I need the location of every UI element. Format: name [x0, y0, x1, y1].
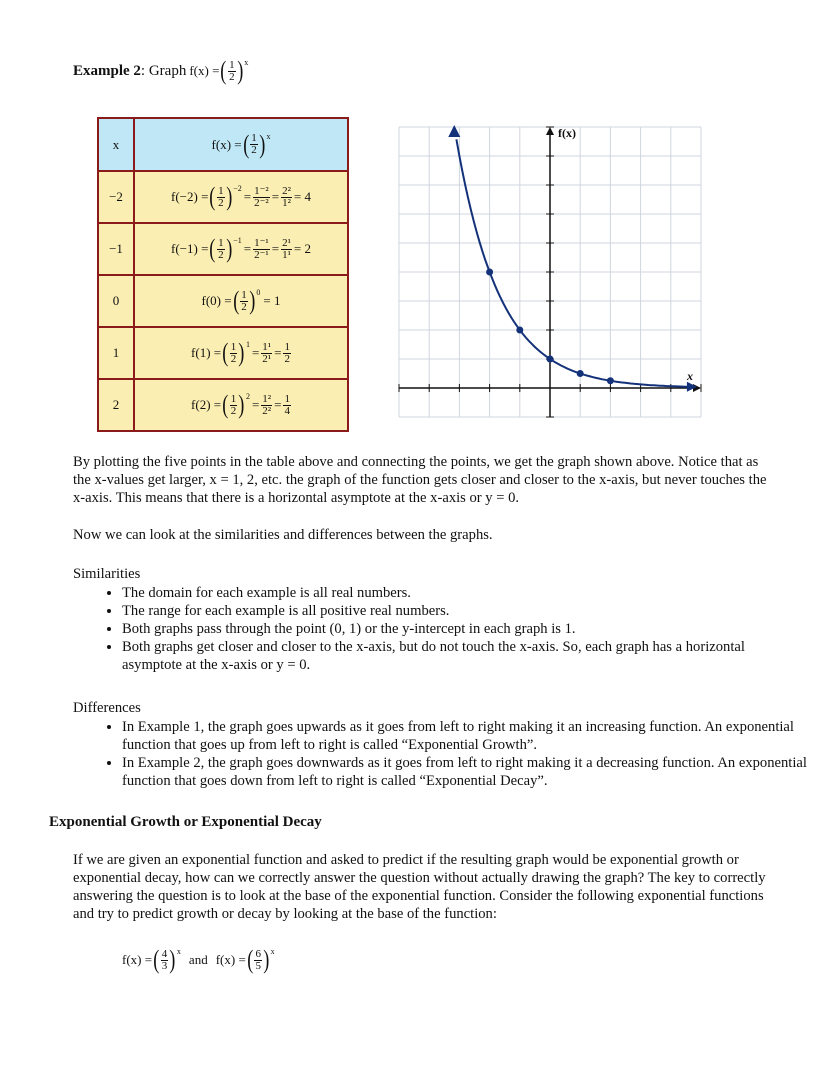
differences-title: Differences [73, 700, 141, 716]
data-point [486, 269, 493, 276]
row-lhs: f(2) = [191, 397, 222, 412]
num: 1 [230, 340, 237, 353]
value-table [97, 117, 349, 432]
den: 2 [251, 144, 257, 156]
equals: = [243, 189, 252, 204]
data-point [516, 327, 523, 334]
example-label: Example 2 [73, 62, 141, 79]
x-cell: −1 [98, 223, 134, 275]
table-row [98, 327, 348, 379]
num: 1 [218, 184, 224, 197]
fraction [281, 186, 292, 209]
example-functions [122, 947, 275, 973]
num: 4 [161, 947, 168, 960]
fx-cell [134, 275, 348, 327]
paren-right: ) [236, 56, 243, 85]
row-lhs: f(−1) = [171, 241, 209, 256]
example-heading [73, 58, 248, 84]
den: 2¹ [262, 352, 272, 365]
exponent: x [176, 947, 181, 956]
exponent: x [266, 131, 271, 141]
fx-cell [134, 171, 348, 223]
fraction [253, 186, 270, 209]
paren-left: ( [209, 182, 216, 211]
x-axis-label: x [687, 369, 693, 383]
similarities-list [73, 584, 762, 674]
base-num: 1 [229, 58, 235, 71]
paren-right: ) [225, 234, 232, 263]
paren-left: ( [247, 945, 254, 974]
fx-cell [134, 379, 348, 431]
equals: = [271, 241, 280, 256]
den: 2 [230, 404, 237, 417]
row-result: = 1 [263, 293, 281, 308]
paren-right: ) [169, 945, 176, 974]
fraction [281, 238, 292, 261]
num: 2² [282, 184, 291, 197]
list-item: • In Example 2, the graph goes downwards as it goes from left to right making it a decreasing function. An exponential function that goes down from left to right is called “Exponential Decay”. [122, 754, 822, 790]
x-header: x [98, 118, 134, 171]
den: 2 [241, 300, 247, 313]
equals: = [243, 241, 252, 256]
fraction [240, 290, 248, 313]
x-cell: −2 [98, 171, 134, 223]
equals: = [274, 397, 282, 412]
table-row [98, 275, 348, 327]
den: 2 [218, 248, 224, 261]
paren-right: ) [238, 390, 245, 419]
fraction [283, 342, 291, 365]
table-row [98, 223, 348, 275]
row-exponent: −2 [233, 184, 242, 193]
fraction [254, 949, 262, 972]
fx-cell [134, 223, 348, 275]
row-exponent: 1 [245, 340, 250, 349]
num: 1¹ [262, 340, 272, 353]
row-lhs: f(−2) = [171, 189, 209, 204]
list-item: • Both graphs pass through the point (0, 1) or the y-intercept in each graph is 1. [122, 620, 762, 638]
x-cell: 0 [98, 275, 134, 327]
decay-curve [456, 139, 689, 386]
den: 4 [284, 404, 290, 417]
fraction [161, 949, 169, 972]
equals: = [251, 397, 260, 412]
num: 1 [230, 392, 237, 405]
paren-right: ) [238, 338, 245, 367]
num: 1 [241, 288, 247, 301]
den: 1² [282, 196, 291, 209]
fraction [217, 186, 225, 209]
num: 1⁻² [254, 184, 269, 197]
fraction [217, 238, 225, 261]
num: 1 [251, 132, 257, 144]
paren-right: ) [225, 182, 232, 211]
den: 2² [262, 404, 272, 417]
paragraph-3: If we are given an exponential function and asked to predict if the resulting graph would be exponential growth or exponential decay, how can we correctly answer the question without actually drawing the graph? The key to correctly answering the question is to look at the base of the exponential function. Consider the following exponential functions and try to predict growth or decay by looking at the base of the function: [73, 852, 766, 922]
den: 2 [284, 352, 290, 365]
row-exponent: 2 [245, 392, 250, 401]
list-item: • The range for each example is all positive real numbers. [122, 602, 762, 620]
list-item: • The domain for each example is all real numbers. [122, 584, 762, 602]
den: 5 [255, 959, 261, 972]
paren-left: ( [232, 286, 239, 315]
num: 1⁻¹ [254, 236, 269, 249]
function-lhs: f(x) = [189, 63, 220, 78]
function-2-lhs: f(x) = [215, 952, 246, 967]
fx-header [134, 118, 348, 171]
num: 1² [262, 392, 272, 405]
row-result: = 4 [293, 189, 311, 204]
and-word: and [188, 952, 208, 967]
row-exponent: 0 [256, 288, 261, 297]
exponential-decay-graph [394, 117, 706, 427]
fraction [253, 238, 270, 261]
list-item: • In Example 1, the graph goes upwards as it goes from left to right making it an increasing function. An exponential function that goes up from left to right is called “Exponential Growth”. [122, 718, 822, 754]
data-point [577, 370, 584, 377]
row-lhs: f(0) = [201, 293, 232, 308]
data-point [607, 377, 614, 384]
paren-left: ( [242, 129, 249, 159]
paren-right: ) [263, 945, 270, 974]
fraction [230, 394, 238, 417]
paren-right: ) [249, 286, 256, 315]
paren-left: ( [222, 338, 229, 367]
equals: = [251, 345, 260, 360]
example-function [189, 58, 248, 84]
fraction [261, 394, 272, 417]
den: 2 [230, 352, 237, 365]
fraction [250, 133, 258, 156]
table-row [98, 171, 348, 223]
row-exponent: −1 [233, 236, 242, 245]
num: 6 [255, 947, 261, 960]
data-point [547, 356, 554, 363]
table-header-row [98, 118, 348, 171]
paren-left: ( [209, 234, 216, 263]
den: 2 [218, 196, 224, 209]
num: 1 [284, 340, 290, 353]
equals: = [271, 189, 280, 204]
exponent: x [244, 58, 249, 67]
fraction [230, 342, 238, 365]
den: 2⁻² [254, 196, 269, 209]
fraction [261, 342, 272, 365]
row-result: = 2 [293, 241, 311, 256]
fx-header-lhs: f(x) = [211, 136, 242, 152]
list-item: • Both graphs get closer and closer to the x-axis, but do not touch the x-axis. So, each graph has a horizontal asymptote at the x-axis or y = 0. [122, 638, 762, 674]
x-cell: 1 [98, 327, 134, 379]
den: 1¹ [282, 248, 291, 261]
row-lhs: f(1) = [191, 345, 222, 360]
num: 1 [218, 236, 224, 249]
paren-right: ) [259, 129, 266, 159]
base-den: 2 [229, 70, 235, 83]
paren-left: ( [153, 945, 160, 974]
similarities-title: Similarities [73, 566, 141, 582]
table-row [98, 379, 348, 431]
paragraph-1: By plotting the five points in the table above and connecting the points, we get the graph shown above. Notice that as the x-values get larger, x = 1, 2, etc. the graph of the function gets closer and closer to the x-axis, but never touches the x-axis. This means that there is a horizontal asymptote at the x-axis or y = 0. [73, 454, 767, 506]
y-axis-label: f(x) [558, 126, 576, 140]
fraction [283, 394, 291, 417]
num: 1 [284, 392, 290, 405]
paragraph-2: Now we can look at the similarities and differences between the graphs. [73, 527, 493, 543]
x-cell: 2 [98, 379, 134, 431]
den: 2⁻¹ [254, 248, 269, 261]
function-1-lhs: f(x) = [122, 952, 153, 967]
y-axis-arrow-icon [546, 127, 554, 135]
paren-left: ( [222, 390, 229, 419]
exponent: x [270, 947, 275, 956]
den: 3 [161, 959, 168, 972]
section-title: Exponential Growth or Exponential Decay [49, 814, 322, 830]
example-rest: : Graph [140, 62, 187, 79]
num: 2¹ [282, 236, 291, 249]
base-fraction [228, 60, 236, 83]
paren-left: ( [220, 56, 227, 85]
fx-cell [134, 327, 348, 379]
differences-list [73, 718, 822, 790]
equals: = [274, 345, 282, 360]
